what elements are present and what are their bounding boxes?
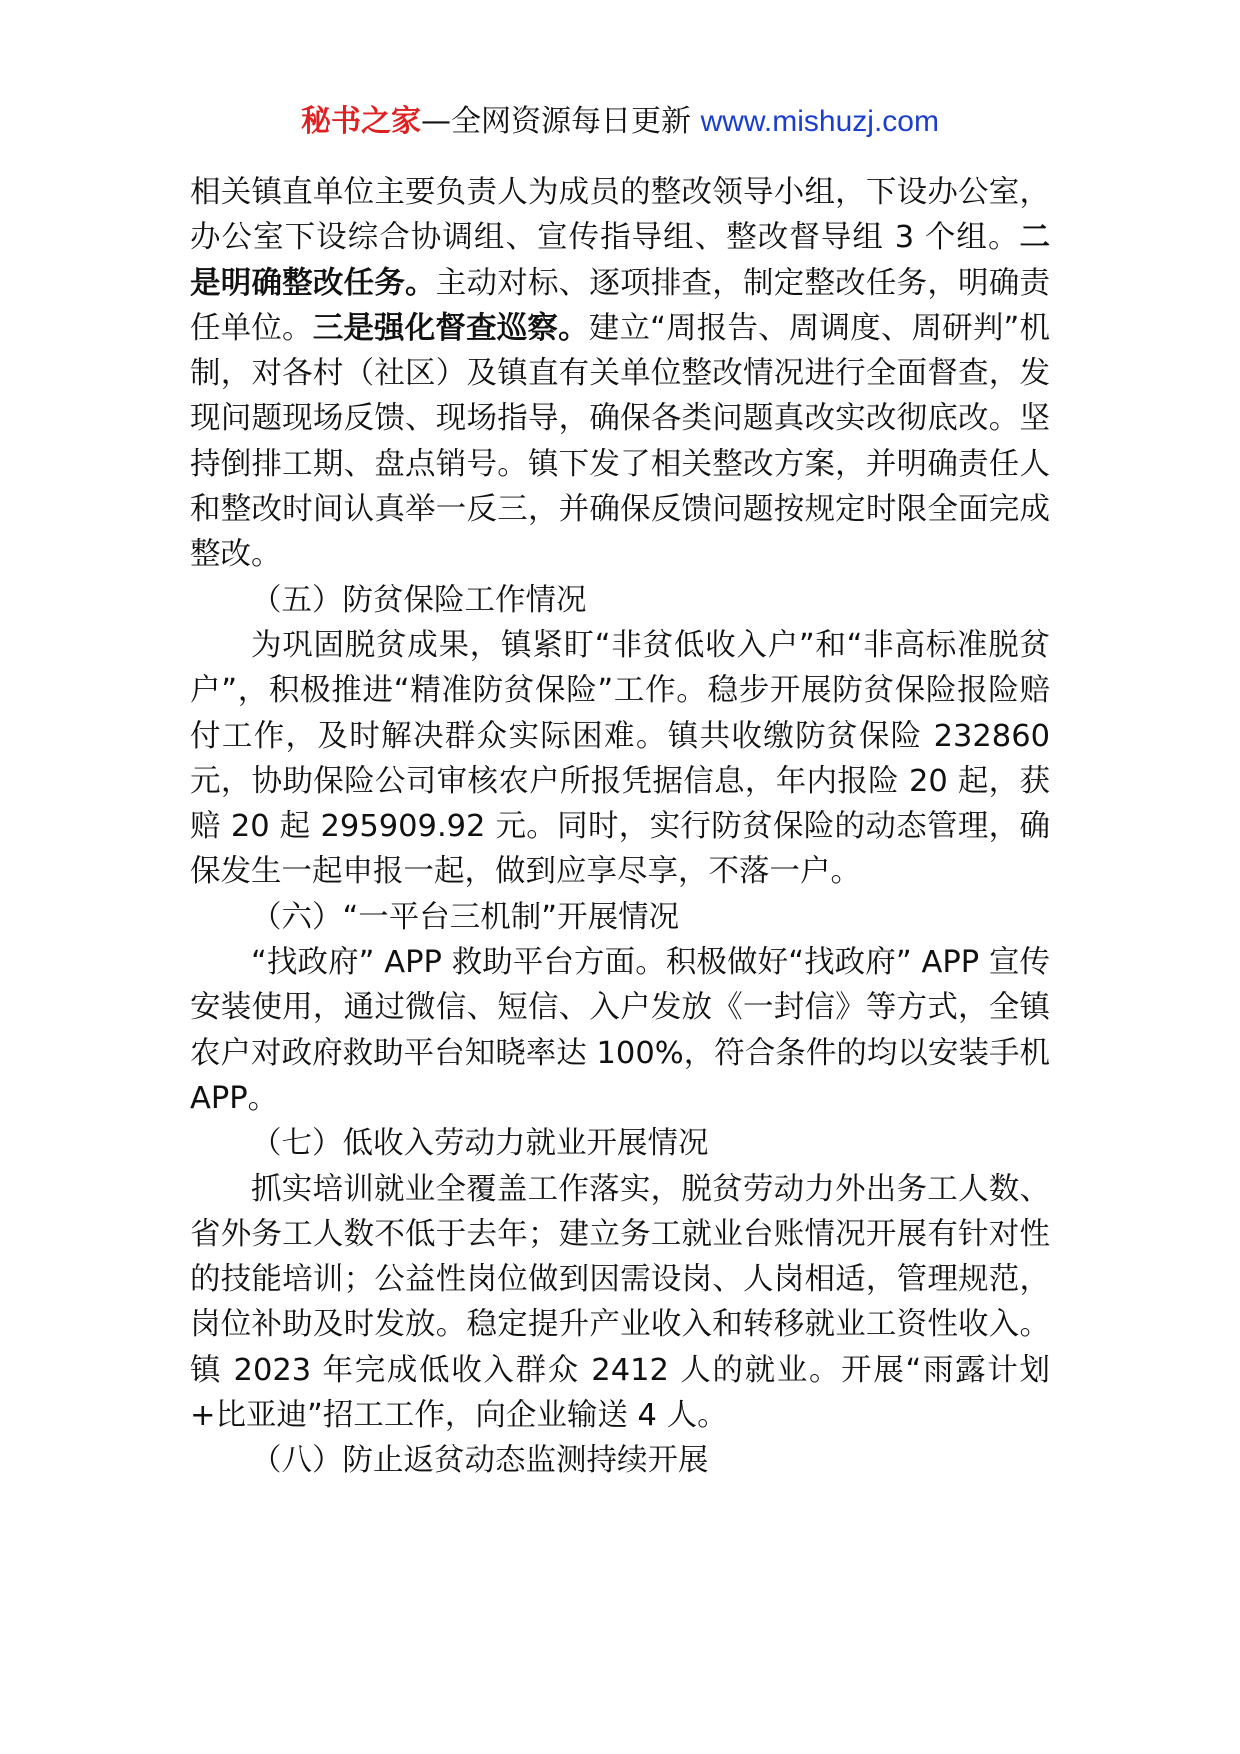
paragraph-text: 主动对标、逐项排查，制定整改任务，明确责任单位。	[190, 265, 1051, 346]
site-brand: 秘书之家	[301, 104, 422, 139]
paragraph-platform: “找政府” APP 救助平台方面。积极做好“找政府” APP 宣传安装使用，通过微信、短信、入户发放《一封信》等方式，全镇农户对政府救助平台知晓率达 100%，符合条件的均以安装手机 APP。	[190, 945, 1050, 1116]
bold-point-two: 二是明确整改任务。	[190, 220, 1050, 301]
paragraph-text: 相关镇直单位主要负责人为成员的整改领导小组，下设办公室，办公室下设综合协调组、宣传指导组、整改督导组 3 个组。	[190, 175, 1050, 256]
document-body	[190, 170, 1050, 1484]
site-header	[0, 100, 1240, 144]
site-tagline: —全网资源每日更新	[421, 104, 701, 139]
paragraph-text: 建立“周报告、周调度、周研判”机制，对各村（社区）及镇直有关单位整改情况进行全面督查，发现问题现场反馈、现场指导，确保各类问题真改实改彻底改。坚持倒排工期、盘点销号。镇下发了相关整改方案，并明确责任人和整改时间认真举一反三，并确保反馈问题按规定时限全面完成整改。	[190, 310, 1051, 573]
section-heading-7: （七）低收入劳动力就业开展情况	[251, 1126, 709, 1162]
site-url[interactable]: www.mishuzj.com	[700, 105, 939, 138]
paragraph-employment: 抓实培训就业全覆盖工作落实，脱贫劳动力外出务工人数、省外务工人数不低于去年；建立务工就业台账情况开展有针对性的技能培训；公益性岗位做到因需设岗、人岗相适，管理规范，岗位补助及时发放。稳定提升产业收入和转移就业工资性收入。镇 2023 年完成低收入群众 2412 人的就业。开展“雨露计划+比亚迪”招工工作，向企业输送 4 人。	[190, 1171, 1050, 1434]
paragraph-insurance: 为巩固脱贫成果，镇紧盯“非贫低收入户”和“非高标准脱贫户”，积极推进“精准防贫保险”工作。稳步开展防贫保险报险赔付工作，及时解决群众实际困难。镇共收缴防贫保险 232860 元，协助保险公司审核农户所报凭据信息，年内报险 20 起，获赔 20 起 295909.92 元。同时，实行防贫保险的动态管理，确保发生一起申报一起，做到应享尽享，不落一户。	[190, 627, 1050, 890]
section-heading-5: （五）防贫保险工作情况	[251, 582, 587, 618]
section-heading-6: （六）“一平台三机制”开展情况	[251, 899, 680, 935]
section-heading-8: （八）防止返贫动态监测持续开展	[251, 1443, 709, 1479]
paragraph-rectification	[190, 170, 1050, 578]
bold-point-three: 三是强化督查巡察。	[312, 310, 589, 346]
